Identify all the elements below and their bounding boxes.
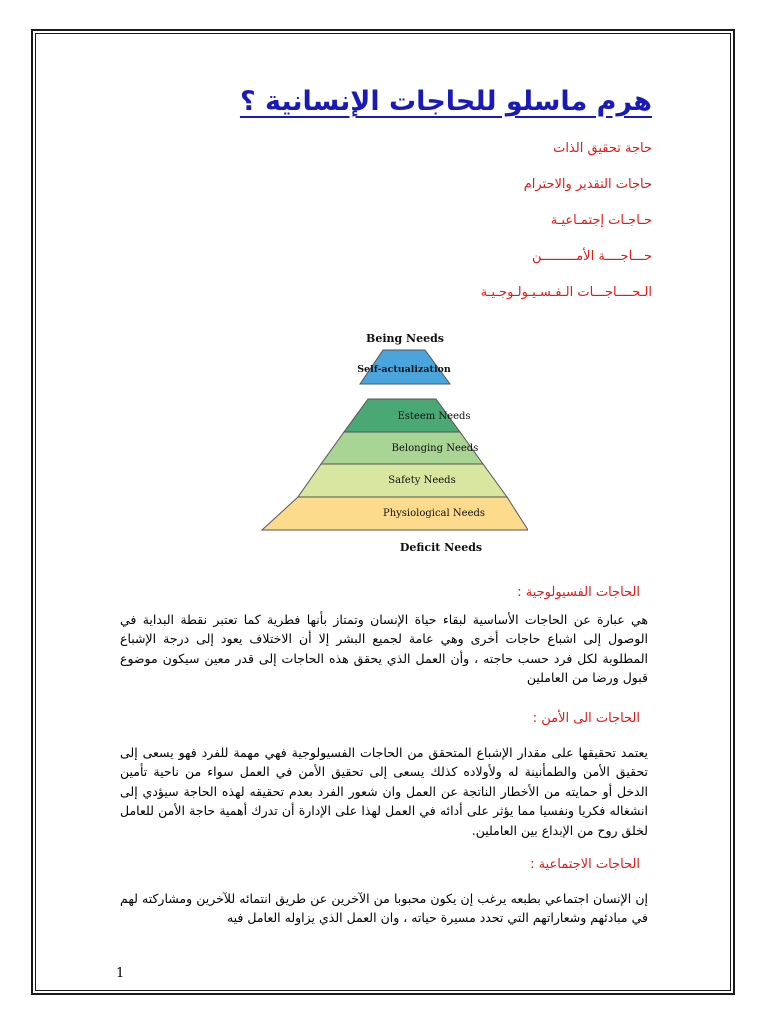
section-heading-safety: الحاجات الى الأمن : [532,711,640,726]
page-title: هرم ماسلو للحاجات الإنسانية ؟ [239,86,652,117]
tier-label-esteem: Esteem Needs [397,411,471,422]
need-item-esteem: حاجات التقدير والاحترام [523,177,652,192]
section-body-safety: يعتمد تحقيقها على مقدار الإشباع المتحقق من الحاجات الفسيولوجية فهي مهمة للفرد فهو يسعى إلى تحقيق الأمن والطمأنينة له ولأولاده كذلك يسعى إلى تحقيق الأمن في العمل سواء من ناحية تأمين الدخل أو حمايته من الأخطار الناتجة عن العمل وان شعور الفرد بعدم تحقيقه لهذه الحاجة سيؤدي إلى انشغاله فكريا ونفسيا مما يؤثر على أدائه في العمل لهذا على الإدارة أن تدرك أهمية حاجة الأمن للعامل لخلق روح من الإبداع بين العاملين. [120,745,648,838]
tier-label-physiological: Physiological Needs [382,508,486,519]
diagram-bottom-label: Deficit Needs [399,541,483,554]
section-body-physiological: هي عبارة عن الحاجات الأساسية لبقاء حياة الإنسان وتمتاز بأنها فطرية كما تعتبر نقطة البداية في الوصول إلى اشباع حاجات أخرى وهي عامة لجميع البشر إلا أن الاختلاف يعود إلى درجة الإشباع المطلوبة لكل فرد حسب حاجته ، وأن العمل الذي يحقق هذه الحاجات إلى قدر معين سيكون موضوع قبول ورضا من العاملين [120,612,648,686]
maslow-pyramid-diagram [258,326,528,558]
tier-label-safety: Safety Needs [388,475,456,486]
tier-label-self-actualization: Self-actualization [357,364,451,375]
section-body-social: إن الإنسان اجتماعي بطبعه يرغب إن يكون محبوبا من الآخرين عن طريق انتمائه للآخرين ومشاركته لهم في مبادئهم وشعاراتهم التي تحدد مسيرة حياته ، وان العمل الذي يزاوله العامل فيه [120,891,648,926]
need-item-self-actualization: حاجة تحقيق الذات [553,141,652,156]
tier-label-belonging: Belonging Needs [391,443,479,454]
need-item-physiological: الـحــــاجـــات الـفـسـيـولـوجـيـة [480,285,652,300]
need-item-safety: حـــاجــــة الأمـــــــــن [532,249,652,264]
need-item-social: حـاجـات إجتمـاعيـة [550,213,652,228]
diagram-top-label: Being Needs [366,332,444,345]
section-heading-social: الحاجات الاجتماعية : [530,857,640,872]
page-number: 1 [116,966,125,981]
section-heading-physiological: الحاجات الفسيولوجية : [517,585,640,600]
